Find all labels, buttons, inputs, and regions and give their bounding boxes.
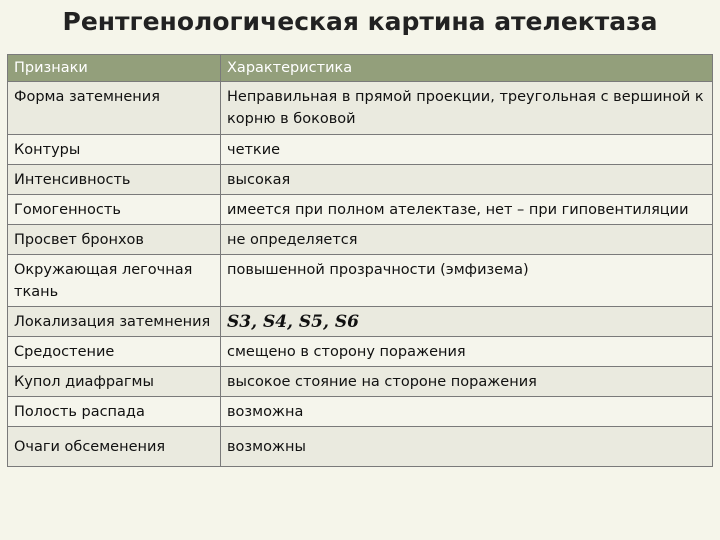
row-sign: Средостение <box>8 337 221 367</box>
table-row <box>8 337 713 367</box>
row-sign: Купол диафрагмы <box>8 367 221 397</box>
row-sign: Форма затемнения <box>8 82 221 135</box>
row-desc: высокое стояние на стороне поражения <box>221 367 713 397</box>
header-characteristic: Характеристика <box>221 55 713 82</box>
table-row <box>8 135 713 165</box>
row-sign: Локализация затемнения <box>8 307 221 337</box>
row-desc: не определяется <box>221 225 713 255</box>
row-desc: смещено в сторону поражения <box>221 337 713 367</box>
row-desc: имеется при полном ателектазе, нет – при гиповентиляции <box>221 195 713 225</box>
atelectasis-table <box>7 54 713 467</box>
row-desc-segments: S3, S4, S5, S6 <box>221 307 713 337</box>
row-desc: высокая <box>221 165 713 195</box>
row-sign: Полость распада <box>8 397 221 427</box>
row-sign: Контуры <box>8 135 221 165</box>
slide-title: Рентгенологическая картина ателектаза <box>62 7 658 36</box>
table-row <box>8 195 713 225</box>
table-row <box>8 165 713 195</box>
row-sign: Очаги обсеменения <box>8 427 221 467</box>
table-row <box>8 427 713 467</box>
table-row <box>8 82 713 135</box>
row-desc: четкие <box>221 135 713 165</box>
table-row <box>8 367 713 397</box>
table-row <box>8 225 713 255</box>
table-row <box>8 255 713 307</box>
row-sign: Интенсивность <box>8 165 221 195</box>
row-desc: возможны <box>221 427 713 467</box>
row-sign: Гомогенность <box>8 195 221 225</box>
header-signs: Признаки <box>8 55 221 82</box>
table-row <box>8 307 713 337</box>
row-desc: возможна <box>221 397 713 427</box>
row-desc: повышенной прозрачности (эмфизема) <box>221 255 713 307</box>
table-row <box>8 397 713 427</box>
row-desc: Неправильная в прямой проекции, треугольная с вершиной к корню в боковой <box>221 82 713 135</box>
row-sign: Просвет бронхов <box>8 225 221 255</box>
row-sign: Окружающая легочная ткань <box>8 255 221 307</box>
table-header-row <box>8 55 713 82</box>
